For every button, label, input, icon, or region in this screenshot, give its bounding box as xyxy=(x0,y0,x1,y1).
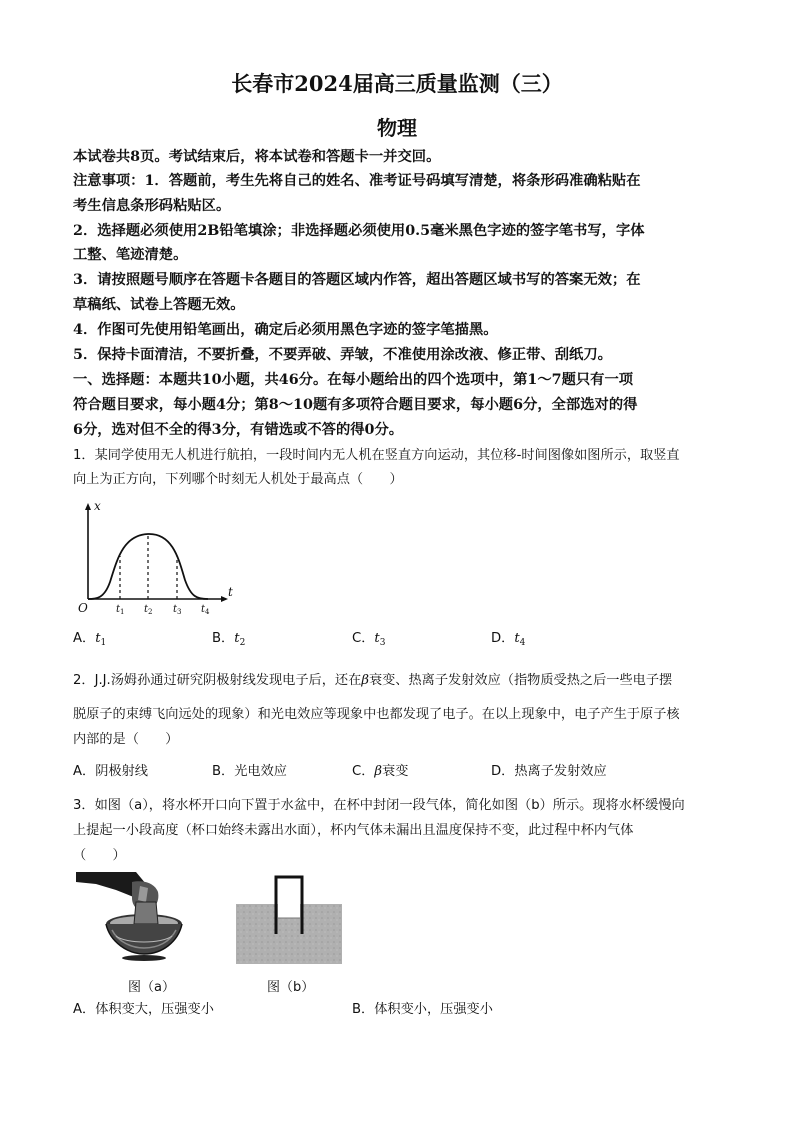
question-2-stem: 内部的是（ ） xyxy=(73,732,179,747)
instruction-line: 4．作图可先使用铅笔画出，确定后必须用黑色字迹的签字笔描黑。 xyxy=(73,322,498,338)
question-1-stem: 1．某同学使用无人机进行航拍，一段时间内无人机在竖直方向运动，其位移-时间图像如图所示，取竖直 xyxy=(73,448,680,463)
x-axis-arrow xyxy=(221,596,228,602)
question-3-stem: 3．如图（a），将水杯开口向下置于水盆中，在杯中封闭一段气体，简化如图（b）所示。现将水杯缓慢向 xyxy=(73,798,685,813)
q3-option-b: B．体积变小，压强变小 xyxy=(352,1002,493,1017)
instruction-line: 5．保持卡面清洁，不要折叠，不要弄破、弄皱，不准使用涂改液、修正带、刮纸刀。 xyxy=(73,347,612,363)
origin-label: O xyxy=(78,601,88,615)
instruction-line: 注意事项：1．答题前，考生先将自己的姓名、准考证号码填写清楚，将条形码准确粘贴在 xyxy=(73,173,641,189)
figure-a-caption: 图（a） xyxy=(128,980,175,995)
q2-option-a: A．阴极射线 xyxy=(73,764,148,779)
instruction-line: 3．请按照题号顺序在答题卡各题目的答题区域内作答，超出答题区域书写的答案无效；在 xyxy=(73,272,641,288)
question-2-stem: 脱原子的束缚飞向远处的现象）和光电效应等现象中也都发现了电子。在以上现象中，电子产生于原子核 xyxy=(73,707,680,722)
q3-option-a: A．体积变大，压强变小 xyxy=(73,1002,214,1017)
x-axis-label: t xyxy=(228,585,233,599)
figure-a-photo xyxy=(76,872,202,964)
question-3-stem: （ ） xyxy=(73,848,126,863)
air-gap xyxy=(278,904,300,918)
y-axis-label: x xyxy=(94,499,101,513)
q1-option-b: B．$t_2$ xyxy=(212,631,246,648)
instruction-line: 草稿纸、试卷上答题无效。 xyxy=(73,297,245,313)
q2-option-b: B．光电效应 xyxy=(212,764,287,779)
y-axis-arrow xyxy=(85,503,91,510)
question-3-stem: 上提起一小段高度（杯口始终未露出水面），杯内气体未漏出且温度保持不变，此过程中杯内气体 xyxy=(73,823,634,838)
section-heading-line: 6分，选对但不全的得3分，有错选或不答的得0分。 xyxy=(73,422,404,438)
figure-b-diagram xyxy=(236,874,342,964)
q2-option-c: C．β衰变 xyxy=(352,764,409,779)
instruction-line: 考生信息条形码粘贴区。 xyxy=(73,198,231,214)
tick-label-t4: $t_4$ xyxy=(201,604,210,616)
question-1-stem: 向上为正方向，下列哪个时刻无人机处于最高点（ ） xyxy=(73,472,403,487)
question-2-stem: 2．J.J.汤姆孙通过研究阴极射线发现电子后，还在β衰变、热离子发射效应（指物质受热之后一些电子摆 xyxy=(73,673,673,688)
q2-option-d: D．热离子发射效应 xyxy=(491,764,607,779)
figure-b-caption: 图（b） xyxy=(267,980,315,995)
section-heading-line: 符合题目要求，每小题4分；第8～10题有多项符合题目要求，每小题6分，全部选对的得 xyxy=(73,397,638,413)
q1-option-a: A．$t_1$ xyxy=(73,631,107,648)
instruction-line: 2．选择题必须使用2B铅笔填涂；非选择题必须使用0.5毫米黑色字迹的签字笔书写，字体 xyxy=(73,223,645,239)
displacement-time-graph xyxy=(72,498,252,618)
tick-label-t2: $t_2$ xyxy=(144,604,153,616)
subject-title: 物理 xyxy=(377,116,417,140)
tick-label-t3: $t_3$ xyxy=(173,604,182,616)
instruction-line: 本试卷共8页。考试结束后，将本试卷和答题卡一并交回。 xyxy=(73,149,441,165)
instruction-line: 工整、笔迹清楚。 xyxy=(73,247,188,263)
exam-title: 长春市2024届高三质量监测（三） xyxy=(231,71,563,96)
q1-option-d: D．$t_4$ xyxy=(491,631,526,648)
section-heading-line: 一、选择题：本题共10小题，共46分。在每小题给出的四个选项中，第1～7题只有一项 xyxy=(73,372,634,388)
tick-label-t1: $t_1$ xyxy=(116,604,125,616)
q1-option-c: C．$t_3$ xyxy=(352,631,386,648)
